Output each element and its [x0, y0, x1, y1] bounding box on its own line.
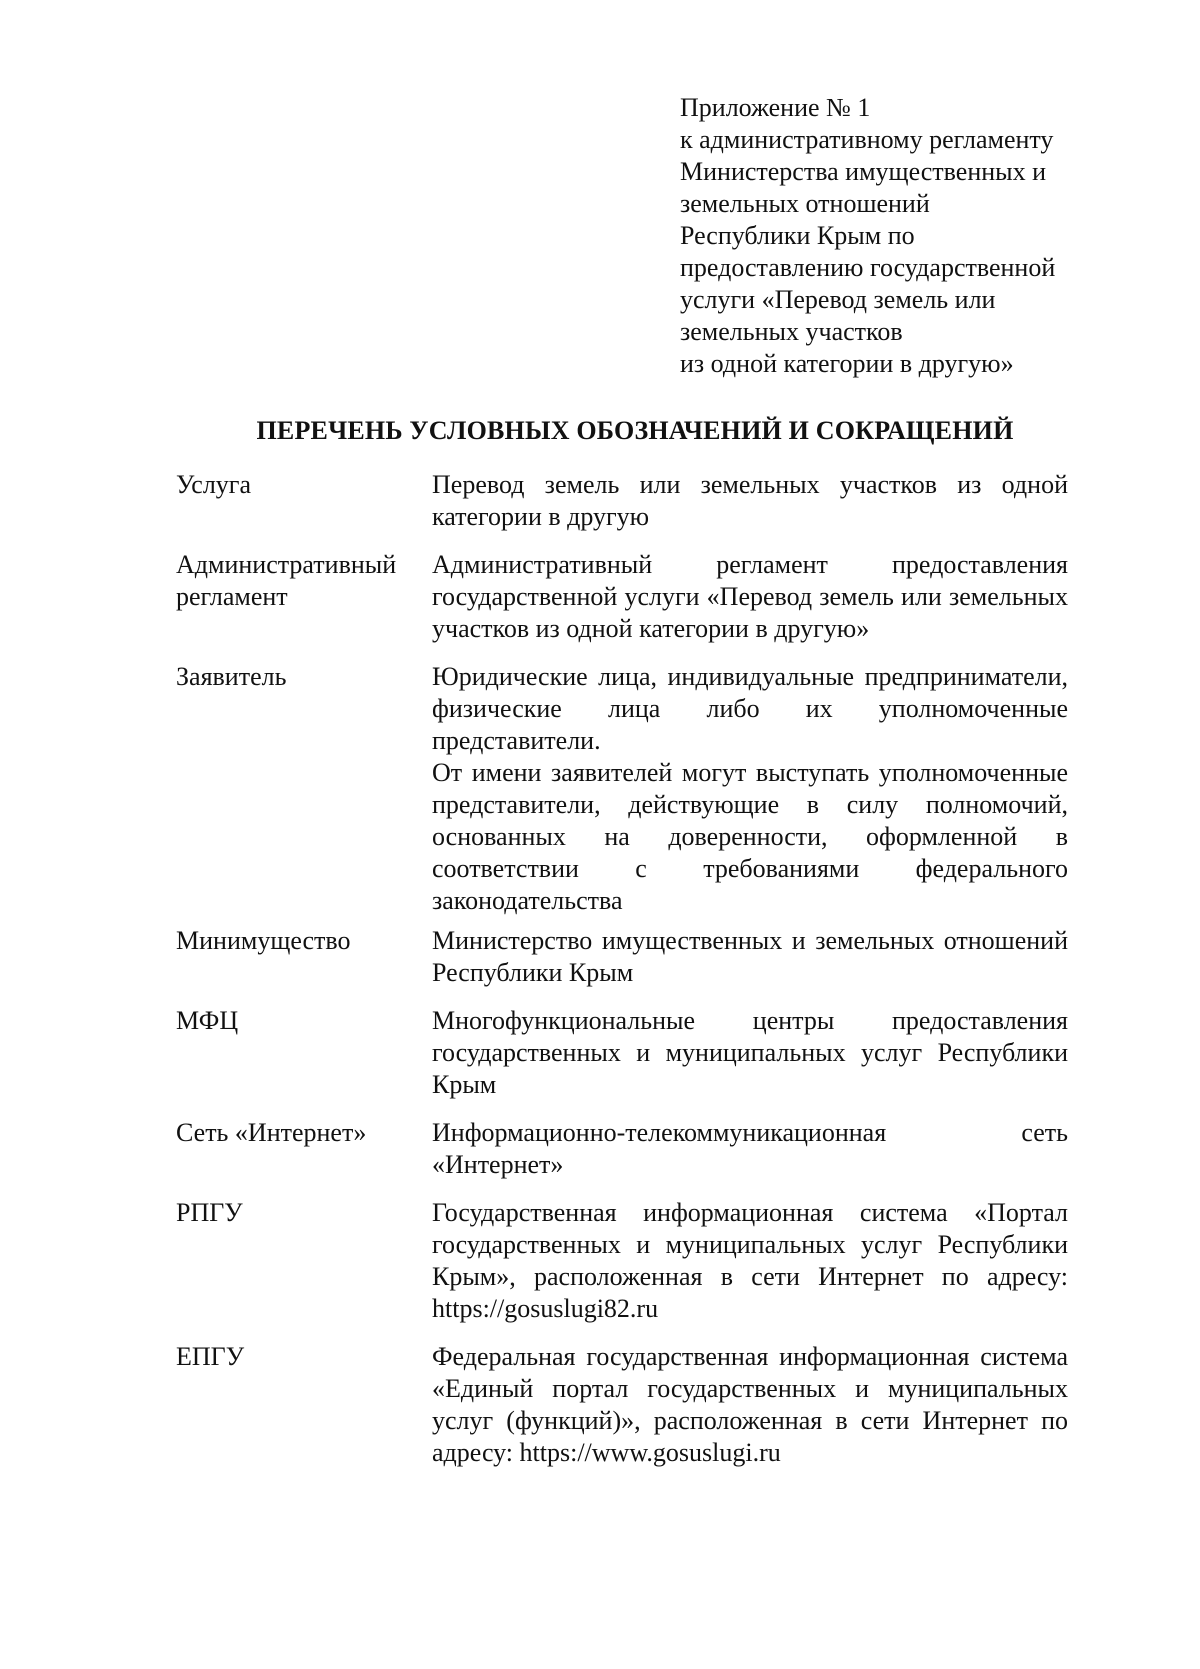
definition-paragraph: От имени заявителей могут выступать уполномоченные представители, действующие в силу полномочий, основанных на доверенности, оформленной в соответствии с требованиями федерального законодательства [432, 758, 1068, 915]
definition-paragraph: Административный регламент предоставления государственной услуги «Перевод земель или земельных участков из одной категории в другую» [432, 550, 1068, 643]
entry-definition [432, 549, 1068, 645]
entry-term: Сеть «Интернет» [176, 1118, 367, 1147]
appendix-line: Министерства имущественных и [680, 157, 1047, 186]
entry-term: МФЦ [176, 1006, 239, 1035]
entry-term: Услуга [176, 470, 252, 499]
definition-paragraph: Федеральная государственная информационная система «Единый портал государственных и муниципальных услуг (функций)», расположенная в сети Интернет по адресу: https://www.gosuslugi.ru [432, 1342, 1068, 1467]
entry-definition [432, 1005, 1068, 1101]
entry-term: Минимущество [176, 926, 351, 955]
appendix-line: земельных отношений [680, 189, 930, 218]
entry-term: Заявитель [176, 662, 287, 691]
appendix-line: Республики Крым по [680, 221, 915, 250]
appendix-line: Приложение № 1 [680, 93, 871, 122]
definition-paragraph: Министерство имущественных и земельных отношений Республики Крым [432, 926, 1068, 987]
appendix-line: земельных участков [680, 317, 903, 346]
definition-paragraph: Перевод земель или земельных участков из одной категории в другую [432, 470, 1068, 531]
definition-paragraph: Государственная информационная система «Портал государственных и муниципальных услуг Республики Крым», расположенная в сети Интернет по адресу: https://gosuslugi82.ru [432, 1198, 1068, 1323]
entry-definition [432, 925, 1068, 989]
entry-definition [432, 469, 1068, 533]
entry-term: ЕПГУ [176, 1342, 245, 1371]
entry-definition [432, 1197, 1068, 1325]
entry-definition [432, 1117, 1068, 1181]
entry-definition [432, 1341, 1068, 1469]
entry-term: Административный регламент [176, 550, 397, 611]
appendix-line: услуги «Перевод земель или [680, 285, 996, 314]
appendix-header [680, 92, 1150, 380]
document-title: ПЕРЕЧЕНЬ УСЛОВНЫХ ОБОЗНАЧЕНИЙ И СОКРАЩЕНИЙ [256, 416, 1014, 445]
definition-paragraph: Юридические лица, индивидуальные предприниматели, физические лица либо их уполномоченные представители. [432, 662, 1068, 755]
appendix-line: из одной категории в другую» [680, 349, 1014, 378]
definition-paragraph: Информационно-телекоммуникационная сеть «Интернет» [432, 1118, 1068, 1179]
definition-paragraph: Многофункциональные центры предоставления государственных и муниципальных услуг Республики Крым [432, 1006, 1068, 1099]
entry-definition [432, 661, 1068, 917]
appendix-line: к административному регламенту [680, 125, 1054, 154]
appendix-line: предоставлению государственной [680, 253, 1056, 282]
entry-term: РПГУ [176, 1198, 243, 1227]
